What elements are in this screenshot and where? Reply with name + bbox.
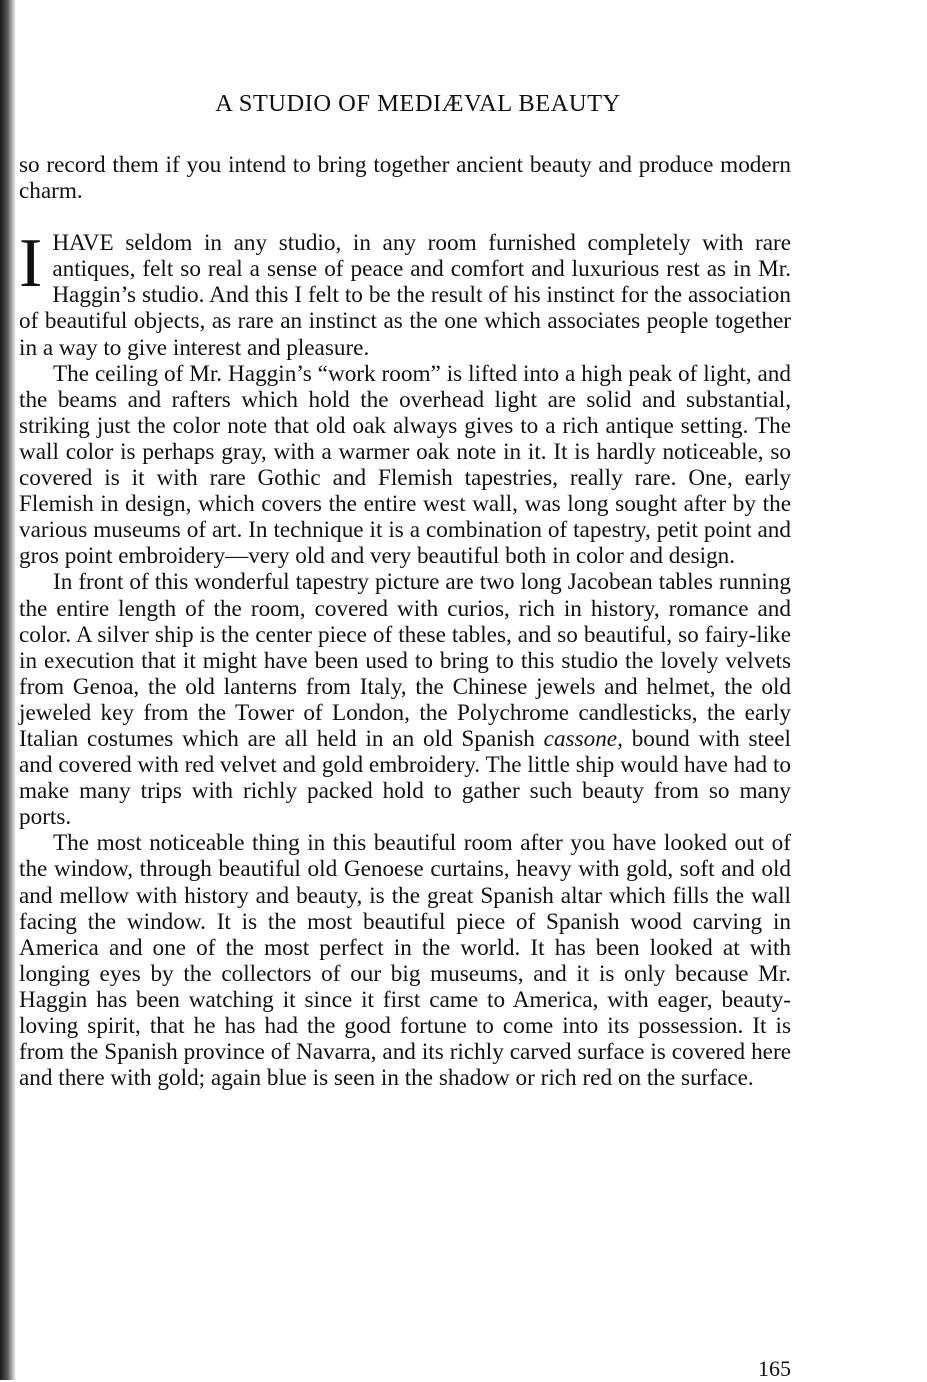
binding-gutter-shadow — [0, 0, 16, 1380]
body-text — [19, 152, 791, 1091]
italic-term: cassone, — [543, 725, 623, 752]
paragraph-opening-text: HAVE seldom in any studio, in any room furnished completely with rare antiques, felt so real a sense of peace and comfort and luxurious rest as in Mr. Haggin’s studio. And this I felt to be the result of his instinct for the association of beautiful objects, as rare an instinct as the one which associates people together in a way to give interest and pleasure. — [19, 230, 791, 361]
page-number: 165 — [758, 1356, 791, 1381]
running-head: A STUDIO OF MEDIÆVAL BEAUTY — [215, 90, 621, 117]
paragraph-opening — [19, 225, 791, 361]
paragraph-continuation: so record them if you intend to bring together ancient beauty and produce modern charm. — [19, 152, 791, 205]
drop-cap: I — [19, 225, 43, 303]
paragraph-ceiling: The ceiling of Mr. Haggin’s “work room” is lifted into a high peak of light, and the beams and rafters which hold the overhead light are solid and substantial, striking just the color note that old oak always gives to a rich antique setting. The wall color is perhaps gray, with a warmer oak note in it. It is hardly noticeable, so covered is it with rare Gothic and Flemish tapestries, really rare. One, early Flemish in design, which covers the entire west wall, was long sought after by the various museums of art. In technique it is a combination of tapestry, petit point and gros point embroidery—very old and very beautiful both in color and design. — [19, 360, 791, 570]
paragraph-altar: The most noticeable thing in this beautiful room after you have looked out of the window, through beautiful old Genoese curtains, heavy with gold, soft and old and mellow with history and beauty, is the great Spanish altar which fills the wall facing the window. It is the most beautiful piece of Spanish wood carving in America and one of the most perfect in the world. It has been looked at with longing eyes by the collectors of our big museums, and it is only because Mr. Haggin has been watching it since it first came to America, with eager, beauty-loving spirit, that he has had the good fortune to come into its possession. It is from the Spanish province of Navarra, and its richly carved surface is covered here and there with gold; again blue is seen in the shadow or rich red on the surface. — [19, 830, 791, 1092]
paragraph-tables — [19, 569, 791, 830]
book-page — [19, 84, 792, 1381]
paragraph-tables-text-a: In front of this wonderful tapestry picture are two long Jacobean tables running the entire length of the room, covered with curios, rich in history, romance and color. A silver ship is the center piece of these tables, and so beautiful, so fairy-like in execution that it might have been used to bring to this studio the lovely velvets from Genoa, the old lanterns from Italy, the Chinese jewels and helmet, the old jeweled key from the Tower of London, the Polychrome candlesticks, the early Italian costumes which are all held in an old Spanish — [19, 569, 791, 752]
paragraph-tables-text-b: bound with steel and covered with red velvet and gold embroidery. The little ship would have had to make many trips with richly packed hold to gather such beauty from so many ports. — [19, 725, 792, 831]
